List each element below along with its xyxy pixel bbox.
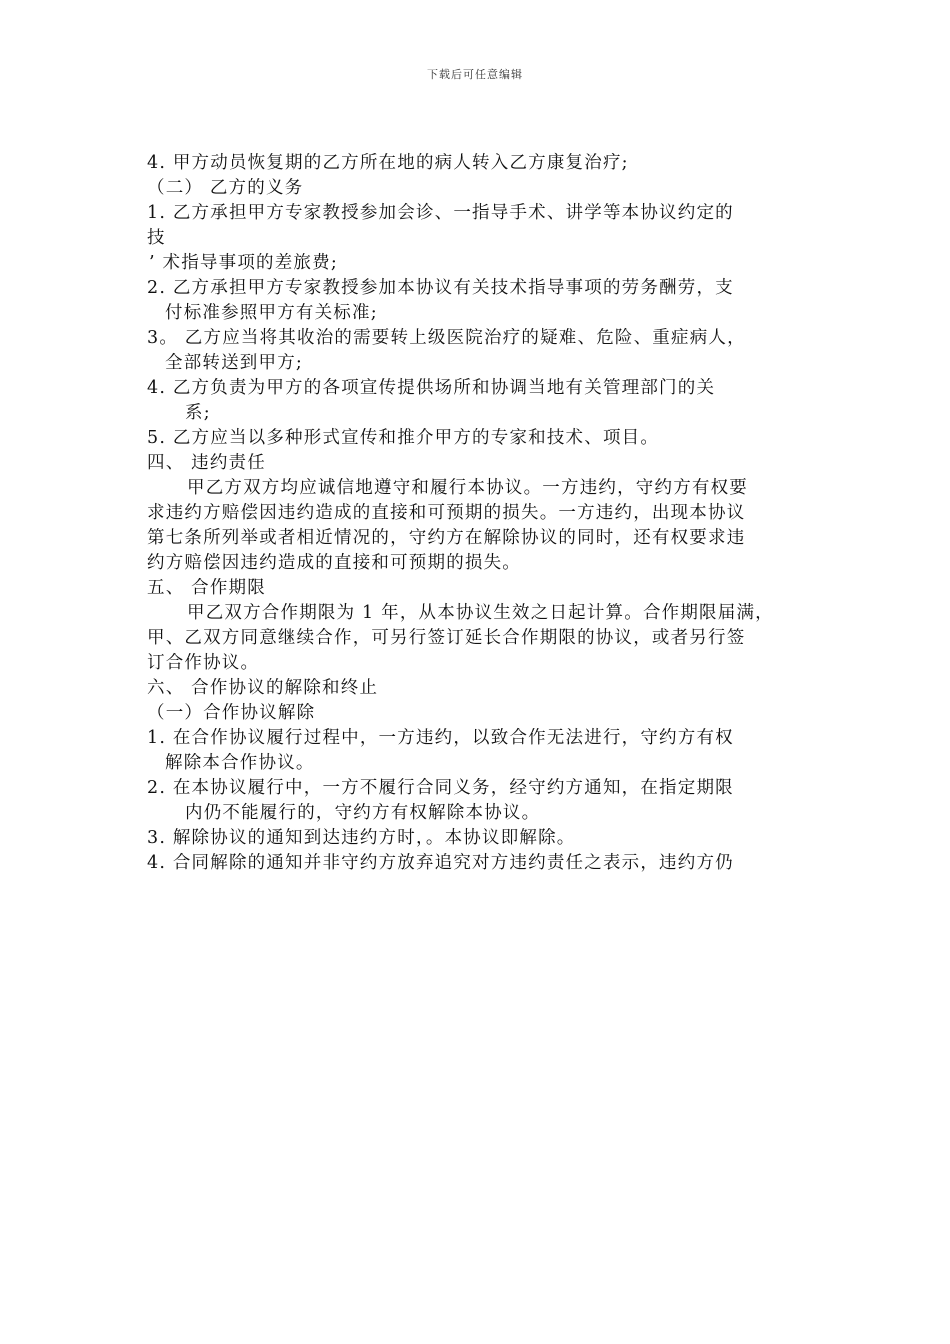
- section-heading: 六、 合作协议的解除和终止: [147, 678, 379, 698]
- clause-line: 1. 在合作协议履行过程中，一方违约，以致合作无法进行，守约方有权: [147, 728, 734, 748]
- clause-line: 4. 合同解除的通知并非守约方放弃追究对方违约责任之表示，违约方仍: [147, 853, 734, 873]
- section-heading: 五、 合作期限: [147, 578, 266, 598]
- clause-line: 付标准参照甲方有关标准;: [165, 303, 378, 323]
- clause-line: 3。 乙方应当将其收治的需要转上级医院治疗的疑难、危险、重症病人，: [147, 328, 746, 348]
- section-heading: （一）合作协议解除: [147, 703, 316, 723]
- clause-line: ’ 术指导事项的差旅费;: [149, 253, 338, 273]
- paragraph-line: 甲乙双方合作期限为 1 年，从本协议生效之日起计算。合作期限届满，: [187, 603, 774, 623]
- page-header: 下载后可任意编辑: [427, 68, 523, 81]
- clause-line: 4. 甲方动员恢复期的乙方所在地的病人转入乙方康复治疗;: [147, 153, 629, 173]
- clause-line: 1. 乙方承担甲方专家教授参加会诊、一指导手术、讲学等本协议约定的: [147, 203, 734, 223]
- paragraph-line: 甲、乙双方同意继续合作，可另行签订延长合作期限的协议，或者另行签: [147, 628, 746, 648]
- clause-line: 系;: [185, 403, 211, 423]
- clause-line: 4. 乙方负责为甲方的各项宣传提供场所和协调当地有关管理部门的关: [147, 378, 716, 398]
- paragraph-line: 约方赔偿因违约造成的直接和可预期的损失。: [147, 553, 521, 573]
- section-heading: （二） 乙方的义务: [147, 178, 304, 198]
- paragraph-line: 求违约方赔偿因违约造成的直接和可预期的损失。一方违约，出现本协议: [147, 503, 746, 523]
- clause-line: 技: [147, 228, 166, 248]
- paragraph-line: 甲乙方双方均应诚信地遵守和履行本协议。一方违约，守约方有权要: [187, 478, 748, 498]
- clause-line: 内仍不能履行的，守约方有权解除本协议。: [185, 803, 541, 823]
- clause-line: 全部转送到甲方;: [165, 353, 303, 373]
- clause-line: 5. 乙方应当以多种形式宣传和推介甲方的专家和技术、项目。: [147, 428, 660, 448]
- paragraph-line: 订合作协议。: [147, 653, 260, 673]
- clause-line: 3. 解除协议的通知到达违约方时，。本协议即解除。: [147, 828, 576, 848]
- clause-line: 2. 乙方承担甲方专家教授参加本协议有关技术指导事项的劳务酬劳，支: [147, 278, 734, 298]
- paragraph-line: 第七条所列举或者相近情况的，守约方在解除协议的同时，还有权要求违: [147, 528, 746, 548]
- clause-line: 2. 在本协议履行中，一方不履行合同义务，经守约方通知，在指定期限: [147, 778, 734, 798]
- clause-line: 解除本合作协议。: [165, 753, 315, 773]
- section-heading: 四、 违约责任: [147, 453, 266, 473]
